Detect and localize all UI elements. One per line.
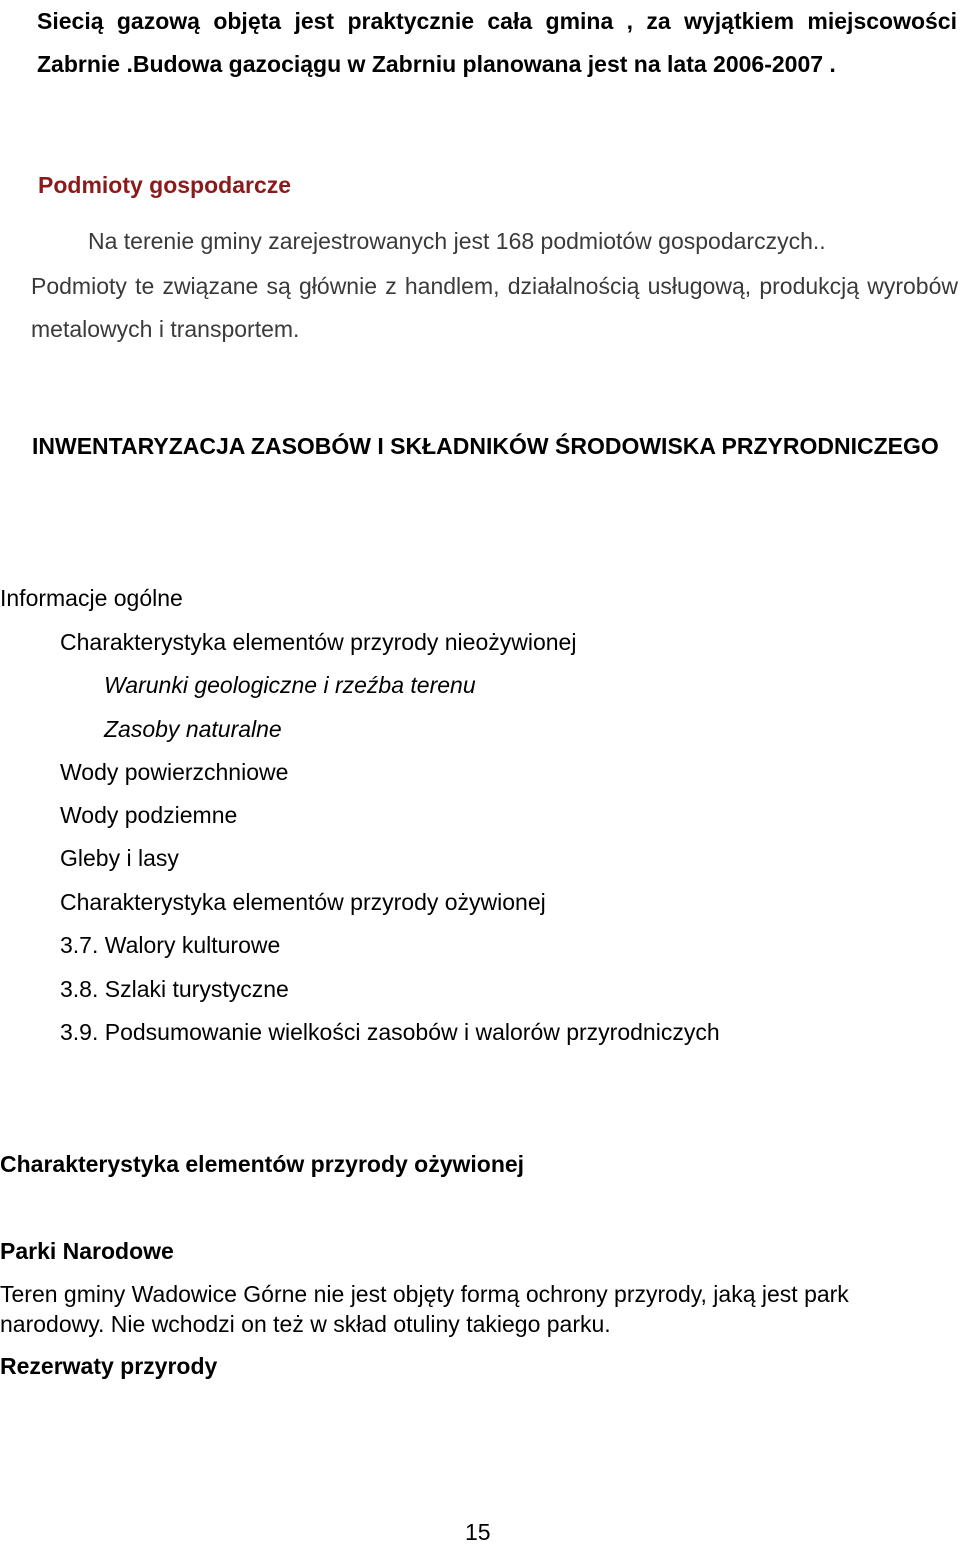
- economy-heading: Podmioty gospodarcze: [38, 172, 292, 198]
- toc-trails: 3.8. Szlaki turystyczne: [60, 976, 289, 1002]
- reserves-heading: Rezerwaty przyrody: [0, 1353, 218, 1379]
- toc-resources: Zasoby naturalne: [104, 716, 282, 742]
- parks-heading: Parki Narodowe: [0, 1238, 174, 1264]
- page-number: 15: [465, 1519, 491, 1545]
- toc-summary: 3.9. Podsumowanie wielkości zasobów i walorów przyrodniczych: [60, 1019, 720, 1045]
- economy-paragraph: Podmioty te związane są głównie z handlem, działalnością usługową, produkcją wyrobów metalowych i transportem.: [31, 273, 958, 342]
- inventory-heading: INWENTARYZACJA ZASOBÓW I SKŁADNIKÓW ŚRODOWISKA PRZYRODNICZEGO: [32, 433, 939, 459]
- toc-general: Informacje ogólne: [0, 585, 183, 611]
- animate-heading: Charakterystyka elementów przyrody ożywionej: [0, 1151, 525, 1177]
- economy-line-1: Na terenie gminy zarejestrowanych jest 168 podmiotów gospodarczych..: [88, 228, 826, 254]
- parks-paragraph: Teren gminy Wadowice Górne nie jest objęty formą ochrony przyrody, jaką jest park narodowy. Nie wchodzi on też w skład otuliny takiego parku.: [0, 1281, 849, 1337]
- toc-geology: Warunki geologiczne i rzeźba terenu: [104, 672, 476, 698]
- intro-paragraph: Siecią gazową objęta jest praktycznie cała gmina , za wyjątkiem miejscowości Zabrnie .Budowa gazociągu w Zabrniu planowana jest na lata 2006-2007 .: [37, 8, 957, 77]
- toc-groundwater: Wody podziemne: [60, 802, 238, 828]
- toc-surface-water: Wody powierzchniowe: [60, 759, 289, 785]
- toc-soils: Gleby i lasy: [60, 845, 179, 871]
- toc-culture: 3.7. Walory kulturowe: [60, 932, 281, 958]
- toc-animate: Charakterystyka elementów przyrody ożywionej: [60, 889, 546, 915]
- toc-inanimate: Charakterystyka elementów przyrody nieożywionej: [60, 629, 577, 655]
